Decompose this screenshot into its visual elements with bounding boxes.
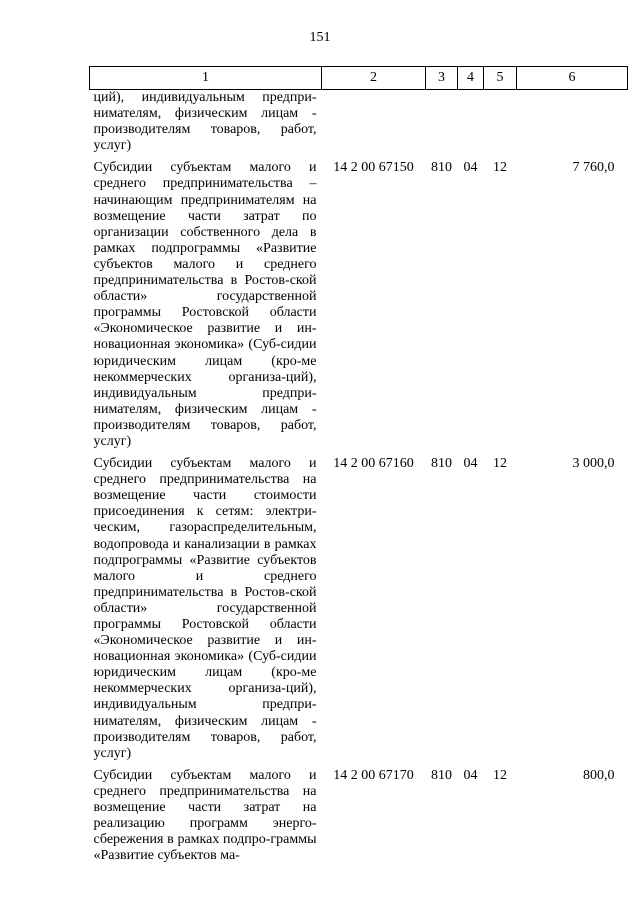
row-pr: 12 xyxy=(493,456,507,472)
table-body xyxy=(90,90,628,865)
row-rz: 04 xyxy=(463,456,478,472)
row-description: Субсидии субъектам малого и среднего предпринимательства на возмещение части стоимости присоединения к сетям: электри-ческим, газораспределительным, водопровода и канализации в рамках подпрограммы «Развитие субъектов малого и среднего предпринимательства в Ростов-ской области» государственной программы Ростовской области «Экономическое развитие и ин-новационная экономика» (Суб-сидии юридическим лицам (кро-ме некоммерческих организа-ций), индивидуальным предпри-нимателям, физическим лицам - производителям товаров, работ, услуг) xyxy=(93,456,317,761)
row-csr xyxy=(322,90,426,155)
budget-table xyxy=(89,66,628,864)
row-pr: 12 xyxy=(493,160,507,176)
table-header xyxy=(90,67,628,90)
row-amount xyxy=(517,90,628,155)
header-col-1: 1 xyxy=(90,67,322,90)
header-col-6: 6 xyxy=(517,67,628,90)
header-col-3: 3 xyxy=(426,67,458,90)
row-description: ций), индивидуальным предпри-нимателям, физическим лицам - производителям товаров, работ, услуг) xyxy=(93,90,317,154)
row-vr xyxy=(426,90,458,155)
row-amount: 7 760,0 xyxy=(572,160,615,176)
table-row xyxy=(90,90,628,155)
row-description: Субсидии субъектам малого и среднего предпринимательства – начинающим предпринимателям на возмещение части затрат по организации собственного дела в рамках подпрограммы «Развитие субъектов малого и среднего предпринимательства в Ростов-ской области» государственной программы Ростовской области «Экономическое развитие и ин-новационная экономика» (Суб-сидии юридическим лицам (кро-ме некоммерческих организа-ций), индивидуальным предпри-нимателям, физическим лицам - производителям товаров, работ, услуг) xyxy=(93,160,317,449)
table-row xyxy=(90,450,628,762)
row-pr: 12 xyxy=(493,767,507,783)
row-rz: 04 xyxy=(463,160,478,176)
row-amount: 800,0 xyxy=(583,767,615,783)
page-number: 151 xyxy=(309,30,331,45)
row-pr xyxy=(484,90,517,155)
row-vr: 810 xyxy=(431,767,452,783)
row-vr: 810 xyxy=(431,456,452,472)
table-row xyxy=(90,762,628,865)
table-row xyxy=(90,154,628,450)
header-col-2: 2 xyxy=(322,67,426,90)
header-col-4: 4 xyxy=(458,67,484,90)
row-csr: 14 2 00 67150 xyxy=(333,160,414,176)
header-col-5: 5 xyxy=(484,67,517,90)
row-rz xyxy=(458,90,484,155)
row-rz: 04 xyxy=(463,767,478,783)
header-row xyxy=(90,67,628,90)
row-vr: 810 xyxy=(431,160,452,176)
row-amount: 3 000,0 xyxy=(572,456,615,472)
row-description: Субсидии субъектам малого и среднего предпринимательства на возмещение части затрат на реализацию программ энерго-сбережения в рамках подпро-граммы «Развитие субъектов ма- xyxy=(93,767,317,864)
row-csr: 14 2 00 67160 xyxy=(333,456,414,472)
row-csr: 14 2 00 67170 xyxy=(333,767,414,783)
